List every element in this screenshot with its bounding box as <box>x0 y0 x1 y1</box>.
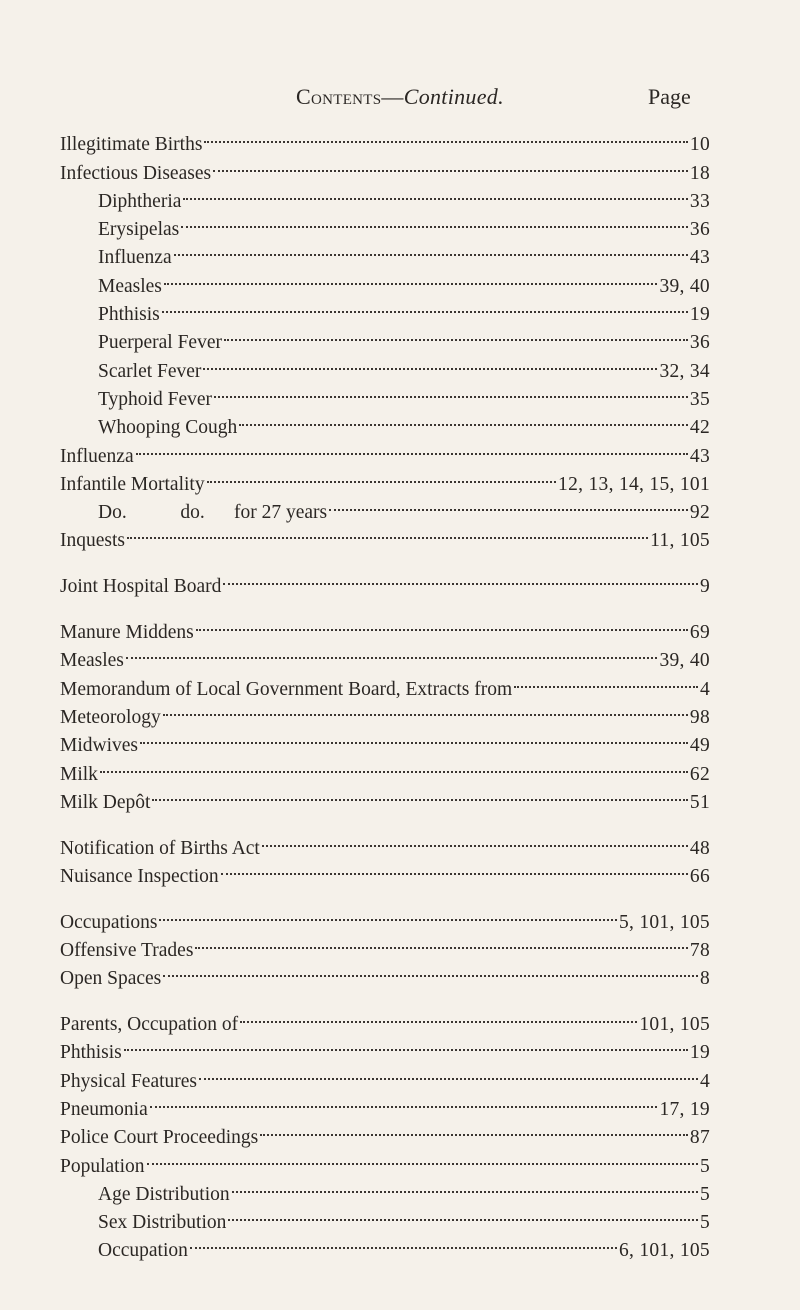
dot-leader <box>140 723 688 751</box>
toc-entry-label: Do. do. for 27 years <box>98 502 328 524</box>
toc-entry-page: 36 <box>689 332 710 354</box>
toc-entry-label: Milk <box>60 763 98 785</box>
toc-entry-label: Illegitimate Births <box>60 134 203 156</box>
dot-leader <box>196 610 688 638</box>
contents-label: Contents <box>296 84 382 109</box>
toc-entry-page: 33 <box>689 190 710 212</box>
toc-entry-page: 10 <box>689 134 710 156</box>
toc-entry-label: Occupation <box>98 1240 188 1262</box>
dot-leader <box>162 292 688 320</box>
dot-leader <box>514 666 698 694</box>
toc-entry <box>60 1058 710 1092</box>
toc-entry-label: Offensive Trades <box>60 940 194 962</box>
toc-entry <box>60 564 710 598</box>
toc-group <box>60 899 710 990</box>
toc-entry <box>60 1115 710 1149</box>
toc-entry-page: 11, 105 <box>650 530 710 552</box>
toc-entry <box>60 518 710 552</box>
toc-entry-page: 98 <box>689 706 710 728</box>
toc-entry-label: Memorandum of Local Government Board, Extracts from <box>60 678 513 700</box>
toc-entry <box>60 1087 710 1120</box>
dot-leader <box>199 1058 698 1086</box>
toc-entry <box>60 899 710 933</box>
toc-entry <box>60 723 710 757</box>
toc-entry <box>60 1143 710 1177</box>
dot-leader <box>150 1087 658 1115</box>
toc-entry-page: 18 <box>689 162 710 184</box>
toc-entry-label: Milk Depôt <box>60 791 151 813</box>
toc-entry-page: 78 <box>689 940 710 962</box>
dot-leader <box>136 433 688 461</box>
toc-entry-page: 49 <box>689 735 710 757</box>
dot-leader <box>214 377 688 405</box>
toc-entry-label: Puerperal Fever <box>98 332 222 354</box>
page-column-label: Page <box>648 84 691 109</box>
toc-entry-label: Sex Distribution <box>98 1212 227 1234</box>
toc-entry-page: 101, 105 <box>639 1014 710 1036</box>
dot-leader <box>221 854 688 882</box>
toc-entry-label: Whooping Cough <box>98 417 238 439</box>
toc-entry-label: Midwives <box>60 735 138 757</box>
toc-entry-label: Inquests <box>60 530 125 552</box>
contents-header <box>0 84 800 114</box>
toc-entry-label: Phthisis <box>98 304 160 326</box>
dot-leader <box>223 564 698 592</box>
toc-entry-page: 12, 13, 14, 15, 101 <box>558 473 710 495</box>
toc-entry-label: Police Court Proceedings <box>60 1127 259 1149</box>
toc-entry-page: 19 <box>689 1042 710 1064</box>
toc-entry-page: 66 <box>689 865 710 887</box>
toc-entry-label: Measles <box>60 650 124 672</box>
toc-entry-page: 19 <box>689 304 710 326</box>
toc-entry <box>60 1172 710 1205</box>
contents-title: Contents—Continued. <box>296 84 504 109</box>
toc-entry-label: Pneumonia <box>60 1099 148 1120</box>
toc-entry-label: Influenza <box>98 247 172 269</box>
toc-entry-label: Manure Middens <box>60 622 194 644</box>
toc-entry <box>60 1002 710 1036</box>
toc-entry <box>60 825 710 859</box>
toc-entry-page: 92 <box>689 502 710 524</box>
dot-leader <box>181 207 688 235</box>
toc-entry-label: Open Spaces <box>60 968 162 990</box>
dot-leader <box>183 179 688 207</box>
toc-group <box>60 610 710 813</box>
toc-entry <box>60 928 710 962</box>
toc-entry-label: Population <box>60 1155 145 1177</box>
toc-entry-page: 42 <box>689 417 710 439</box>
toc-entry-page: 5 <box>699 1183 710 1205</box>
dot-leader <box>213 150 688 178</box>
toc-entry-label: Measles <box>98 275 162 297</box>
toc-entry-page: 36 <box>689 219 710 241</box>
dot-leader <box>126 638 658 666</box>
toc-entry-page: 43 <box>689 247 710 269</box>
toc-entry-label: Diphtheria <box>98 190 182 212</box>
dot-leader <box>228 1200 698 1228</box>
toc-entry-page: 32, 34 <box>659 360 710 382</box>
toc-group <box>60 825 710 887</box>
dot-leader <box>190 1228 617 1256</box>
dot-leader <box>164 263 658 291</box>
toc-entry-label: Scarlet Fever <box>98 360 202 382</box>
toc-entry-label: Nuisance Inspection <box>60 865 219 887</box>
toc-entry-page: 6, 101, 105 <box>618 1240 710 1262</box>
toc-entry-page: 4 <box>699 678 710 700</box>
dot-leader <box>329 490 688 518</box>
dot-leader <box>147 1143 698 1171</box>
dot-leader <box>163 695 688 723</box>
toc-entry-page: 51 <box>689 791 710 813</box>
dot-leader <box>152 780 687 808</box>
toc-entry-label: Erysipelas <box>98 219 180 241</box>
toc-entry-page: 35 <box>689 388 710 410</box>
toc-entry-page: 5, 101, 105 <box>618 911 710 933</box>
dot-leader <box>127 518 648 546</box>
toc-entry-label: Notification of Births Act <box>60 837 260 859</box>
dot-leader <box>204 122 687 150</box>
dot-leader <box>240 1002 637 1030</box>
toc-entry <box>60 1030 710 1064</box>
toc-group <box>60 122 710 552</box>
toc-entry-page: 39, 40 <box>659 275 710 297</box>
dot-leader <box>207 462 556 490</box>
toc-entry-page: 43 <box>689 445 710 467</box>
toc-entry-label: Parents, Occupation of <box>60 1014 239 1036</box>
toc-entry <box>60 462 710 495</box>
toc-entry-label: Physical Features <box>60 1070 198 1092</box>
toc-entry-page: 5 <box>699 1212 710 1234</box>
toc-entry-page: 5 <box>699 1155 710 1177</box>
toc-entry-page: 87 <box>689 1127 710 1149</box>
table-of-contents <box>60 122 710 1262</box>
toc-group <box>60 564 710 598</box>
dot-leader <box>174 235 688 263</box>
toc-entry-page: 17, 19 <box>659 1099 710 1120</box>
dot-leader <box>260 1115 688 1143</box>
toc-entry <box>60 666 710 700</box>
toc-entry-page: 62 <box>689 763 710 785</box>
toc-entry <box>60 751 710 785</box>
dot-leader <box>100 751 688 779</box>
dot-leader <box>124 1030 688 1058</box>
dot-leader <box>195 928 687 956</box>
toc-entry-page: 4 <box>699 1070 710 1092</box>
dot-leader <box>262 825 688 853</box>
toc-group <box>60 1002 710 1262</box>
toc-entry <box>60 433 710 467</box>
dot-leader <box>203 348 657 376</box>
toc-entry-page: 8 <box>699 968 710 990</box>
toc-entry-label: Phthisis <box>60 1042 122 1064</box>
toc-entry-label: Meteorology <box>60 706 161 728</box>
toc-entry-page: 48 <box>689 837 710 859</box>
toc-entry <box>60 780 710 813</box>
dot-leader <box>224 320 688 348</box>
dot-leader <box>163 956 698 984</box>
toc-entry-label: Influenza <box>60 445 134 467</box>
toc-entry-page: 9 <box>699 576 710 598</box>
toc-entry <box>60 610 710 644</box>
toc-entry <box>60 122 710 156</box>
continued-label: Continued. <box>403 84 504 109</box>
toc-entry <box>60 638 710 672</box>
toc-entry-page: 69 <box>689 622 710 644</box>
toc-entry-label: Typhoid Fever <box>98 388 212 410</box>
toc-entry-label: Occupations <box>60 911 158 933</box>
dot-leader <box>159 899 616 927</box>
toc-entry-page: 39, 40 <box>659 650 710 672</box>
toc-entry-label: Infantile Mortality <box>60 473 205 495</box>
dot-leader <box>232 1172 698 1200</box>
dot-leader <box>239 405 688 433</box>
toc-entry-label: Infectious Diseases <box>60 162 212 184</box>
toc-entry-label: Age Distribution <box>98 1183 230 1205</box>
toc-entry-label: Joint Hospital Board <box>60 576 222 598</box>
